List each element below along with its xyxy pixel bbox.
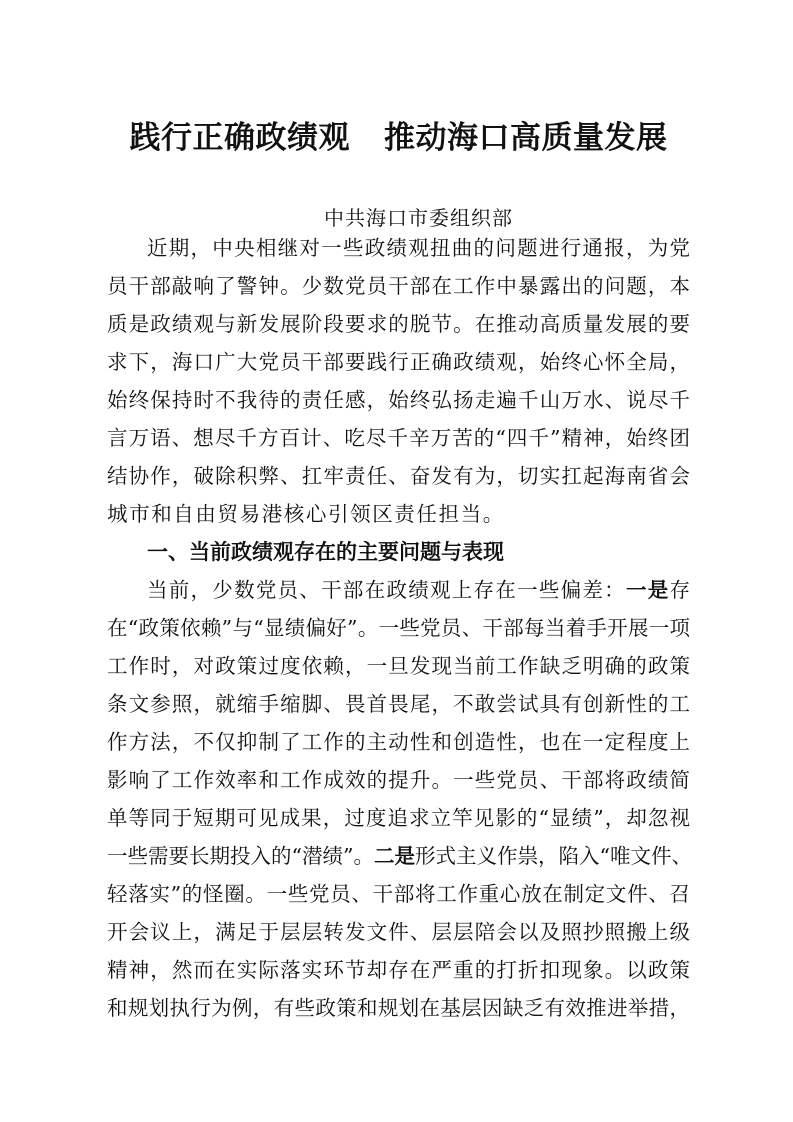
document-title	[110, 112, 687, 157]
text-span: 一些需要长期投入的“潜绩”。	[107, 844, 374, 868]
bold-marker: 二是	[373, 844, 415, 868]
text-line: 开会议上，满足于层层转发文件、层层陪会以及照抄照搬上级	[107, 920, 690, 944]
text-line: 条文参照，就缩手缩脚、畏首畏尾，不敢尝试具有创新性的工	[107, 692, 690, 716]
text-line: 轻落实”的怪圈。一些党员、干部将工作重心放在制定文件、召	[107, 882, 690, 906]
text-line: 始终保持时不我待的责任感，始终弘扬走遍千山万水、说尽千	[107, 388, 690, 412]
text-line: 质是政绩观与新发展阶段要求的脱节。在推动高质量发展的要	[107, 312, 690, 336]
text-line: 员干部敲响了警钟。少数党员干部在工作中暴露出的问题，本	[107, 274, 690, 298]
text-line: 影响了工作效率和工作成效的提升。一些党员、干部将政绩简	[107, 768, 690, 792]
text-line: 工作时，对政策过度依赖，一旦发现当前工作缺乏明确的政策	[107, 654, 690, 678]
text-line: 在“政策依赖”与“显绩偏好”。一些党员、干部每当着手开展一项	[107, 616, 690, 640]
document-body	[107, 234, 690, 1032]
text-line: 言万语、想尽千方百计、吃尽千辛万苦的“四千”精神，始终团	[107, 426, 690, 450]
text-line: 近期，中央相继对一些政绩观扭曲的问题进行通报，为党	[147, 236, 690, 260]
text-line	[107, 576, 690, 614]
text-line: 精神，然而在实际落实环节却存在严重的打折扣现象。以政策	[107, 958, 690, 982]
text-line: 城市和自由贸易港核心引领区责任担当。	[107, 502, 505, 526]
author-line: 中共海口市委组织部	[324, 206, 513, 230]
text-line: 和规划执行为例，有些政策和规划在基层因缺乏有效推进举措，	[107, 996, 690, 1020]
text-line: 单等同于短期可见成果，过度追求立竿见影的“显绩”，却忽视	[107, 806, 690, 830]
paragraph-problems	[107, 576, 690, 1032]
text-line: 求下，海口广大党员干部要践行正确政绩观，始终心怀全局，	[107, 350, 690, 374]
text-line: 作方法，不仅抑制了工作的主动性和创造性，也在一定程度上	[107, 730, 690, 754]
text-line: 结协作，破除积弊、扛牢责任、奋发有为，切实扛起海南省会	[107, 464, 690, 488]
text-span: 形式主义作祟，陷入“唯文件、	[414, 844, 692, 868]
paragraph-intro	[107, 234, 690, 538]
bold-marker: 一是	[625, 578, 670, 602]
title-part-1: 践行正确政绩观	[129, 120, 350, 156]
title-part-2: 推动海口高质量发展	[384, 120, 668, 156]
text-span: 存	[669, 578, 691, 602]
section-heading: 一、当前政绩观存在的主要问题与表现	[147, 540, 504, 564]
text-span: 当前，少数党员、干部在政绩观上存在一些偏差：	[147, 578, 626, 602]
text-line	[107, 842, 690, 880]
